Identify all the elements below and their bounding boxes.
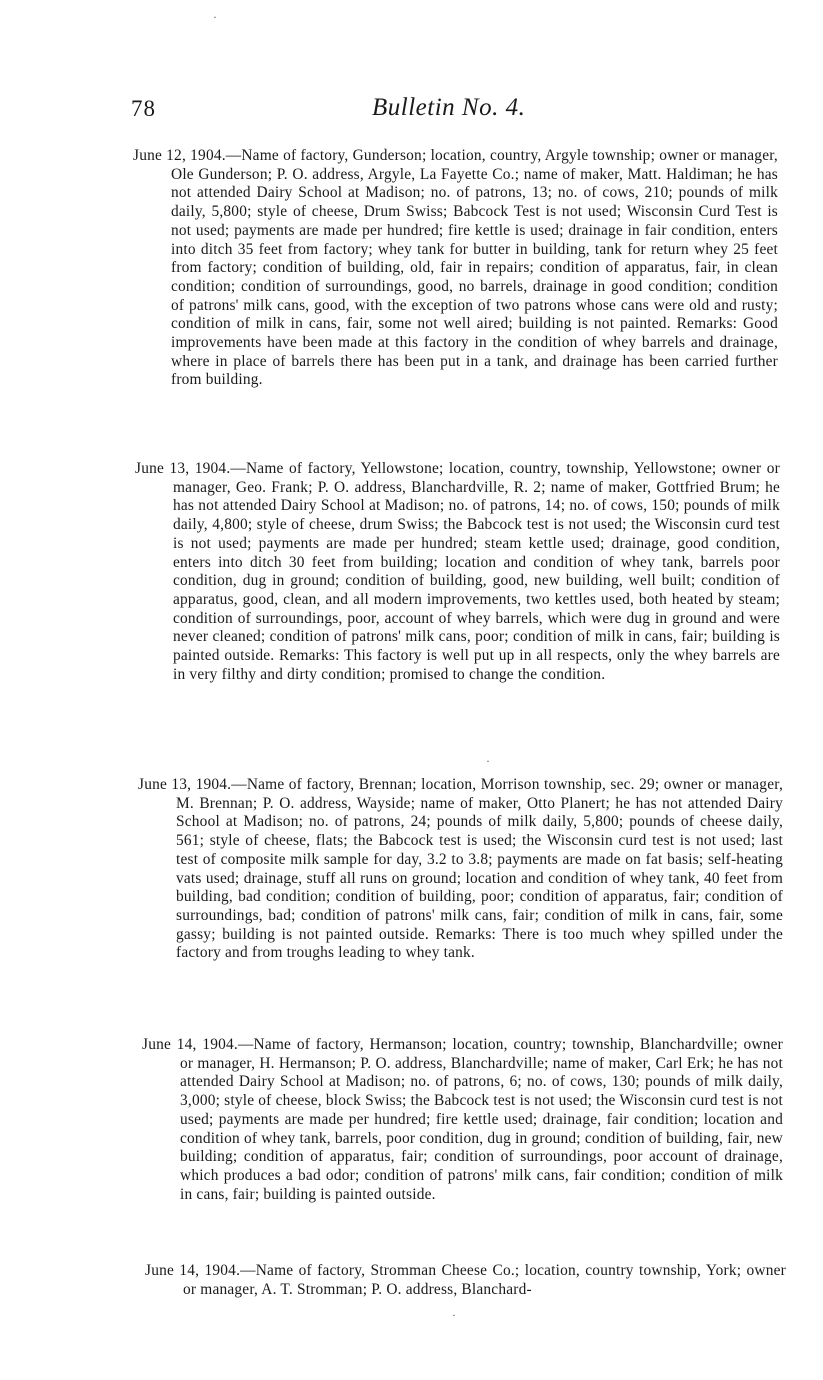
entry-text: June 12, 1904.—Name of factory, Gunderson; location, country, Argyle township; owner or manager, Ole Gunderson; P. O. address, Argyle, La Fayette Co.; name of maker, Matt. Haldiman; he has not attended Dairy School at Madison; no. of patrons, 13; no. of cows, 210; pounds of milk daily, 5,800; style of cheese, Drum Swiss; Babcock Test is not used; Wisconsin Curd Test is not used; payments are made per hundred; fire kettle is used; drainage in fair condition, enters into ditch 35 feet from factory; whey tank for butter in building, tank for return whey 25 feet from factory; condition of building, old, fair in repairs; condition of apparatus, fair, in clean condition; condition of surroundings, good, no barrels, drainage in good condition; condition of patrons' milk cans, good, with the exception of two patrons whose cans were old and rusty; condition of milk in cans, fair, some not well aired; building is not painted. Remarks: Good improvements have been made at this factory in the condition of whey barrels and drainage, where in place of barrels there has been put in a tank, and drainage has been carried further from building.: [133, 147, 778, 389]
report-entry: [145, 1262, 786, 1299]
entry-text: June 13, 1904.—Name of factory, Brennan; location, Morrison township, sec. 29; owner or manager, M. Brennan; P. O. address, Wayside; name of maker, Otto Planert; he has not attended Dairy School at Madison; no. of patrons, 24; pounds of milk daily, 5,800; pounds of cheese daily, 561; style of cheese, flats; the Babcock test is used; the Wisconsin curd test is not used; last test of composite milk sample for day, 3.2 to 3.8; payments are made on fat basis; self-heating vats used; drainage, stuff all runs on ground; location and condition of whey tank, 40 feet from building, bad condition; condition of building, poor; condition of apparatus, fair; condition of surroundings, bad; condition of patrons' milk cans, fair; condition of milk in cans, fair, some gassy; building is not painted outside. Remarks: There is too much whey spilled under the factory and from troughs leading to whey tank.: [138, 776, 783, 962]
print-speck: ·: [486, 754, 490, 768]
report-entry: [142, 1036, 783, 1204]
running-title: Bulletin No. 4.: [372, 94, 526, 121]
entry-text: June 14, 1904.—Name of factory, Stromman Cheese Co.; location, country township, York; owner or manager, A. T. Stromman; P. O. address, Blanchard-: [145, 1262, 786, 1298]
page-number: 78: [131, 96, 156, 121]
report-entry: [138, 776, 783, 963]
entry-text: June 14, 1904.—Name of factory, Hermanson; location, country; township, Blanchardville; owner or manager, H. Hermanson; P. O. address, Blanchardville; name of maker, Carl Erk; he has not attended Dairy School at Madison; no. of patrons, 6; no. of cows, 130; pounds of milk daily, 3,000; style of cheese, block Swiss; the Babcock test is not used; the Wisconsin curd test is not used; payments are made per hundred; fire kettle used; drainage, fair condition; location and condition of whey tank, barrels, poor condition, dug in ground; condition of building, fair, new building; condition of apparatus, fair; condition of surroundings, poor account of drainage, which produces a bad odor; condition of patrons' milk cans, fair condition; condition of milk in cans, fair; building is painted outside.: [142, 1036, 783, 1203]
print-speck: ·: [213, 10, 217, 24]
report-entry: [135, 460, 780, 684]
report-entry: [133, 147, 778, 390]
entry-text: June 13, 1904.—Name of factory, Yellowstone; location, country, township, Yellowstone; owner or manager, Geo. Frank; P. O. address, Blanchardville, R. 2; name of maker, Gottfried Brum; he has not attended Dairy School at Madison; no. of patrons, 14; no. of cows, 150; pounds of milk daily, 4,800; style of cheese, drum Swiss; the Babcock test is not used; the Wisconsin curd test is not used; payments are made per hundred; steam kettle used; drainage, good condition, enters into ditch 30 feet from building; location and condition of whey tank, barrels poor condition, dug in ground; condition of building, good, new building, well built; condition of apparatus, good, clean, and all modern improvements, two kettles used, both heated by steam; condition of surroundings, poor, account of whey barrels, which were dug in ground and were never cleaned; condition of patrons' milk cans, poor; condition of milk in cans, fair; building is painted outside. Remarks: This factory is well put up in all respects, only the whey barrels are in very filthy and dirty condition; promised to change the condition.: [135, 460, 780, 683]
print-speck: ·: [452, 1308, 456, 1322]
